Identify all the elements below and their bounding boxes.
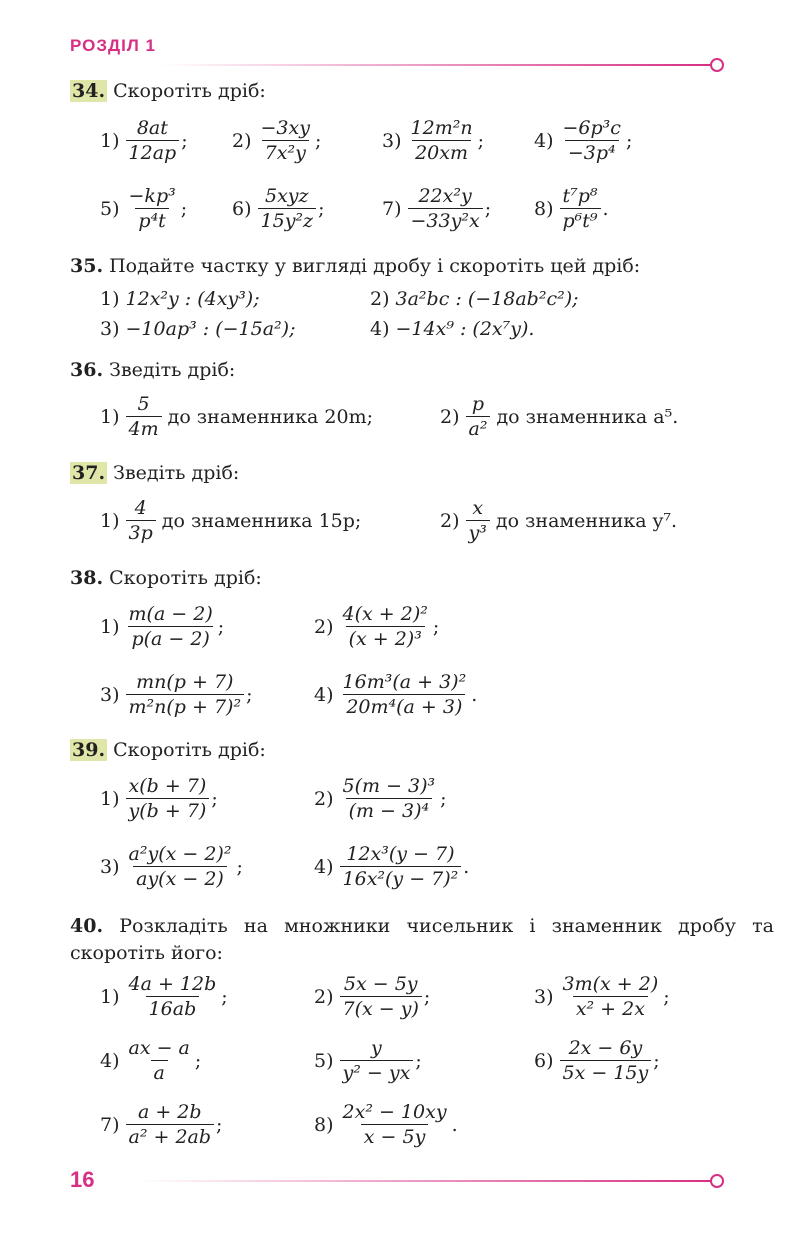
task-38-item-2: 2) $\frac{\text{4(x + 2)²}}{\text{(x + 2)³}}$ ; <box>314 603 440 650</box>
task-39-item-2: 2) $\frac{\text{5(m − 3)³}}{\text{(m − 3)⁴}}$ ; <box>314 775 447 822</box>
task-instruction: Подайте частку у вигляді дробу і скоротіть цей дріб: <box>109 255 641 277</box>
task-37-item-2: 2) $\frac{x}{\text{y³}}$ до знаменника y⁷. <box>440 497 678 544</box>
task-instruction: Зведіть дріб: <box>113 462 240 484</box>
task-instruction: Скоротіть дріб: <box>113 739 266 761</box>
task-number: 37. <box>72 462 106 484</box>
task-instruction: Зведіть дріб: <box>109 359 236 381</box>
task-34-item-3: 3) $\frac{\text{12m²n}}{20xm}$ ; <box>382 117 484 164</box>
task-40-item-2: 2) $\frac{5x - 5y}{7(x - y)}$ ; <box>314 973 431 1020</box>
section-title: РОЗДІЛ 1 <box>70 36 156 55</box>
task-38-item-4: 4) $\frac{\text{16m³(a + 3)²}}{\text{20m⁴(a + 3)}}$ . <box>314 671 478 718</box>
task-number: 40. <box>70 915 104 937</box>
task-39-item-1: 1) $\frac{x(b + 7)}{y(b + 7)}$ ; <box>100 775 218 822</box>
task-36-item-2: 2) $\frac{p}{\text{a²}}$ до знаменника a⁵. <box>440 393 679 440</box>
task-40-item-8: 8) $\frac{\text{2x² − 10xy}}{x - 5y}$ . <box>314 1101 458 1148</box>
task-35-item-2: 2) 3a²bc : (−18ab²c²); <box>370 288 579 310</box>
task-instruction: Скоротіть дріб: <box>109 567 262 589</box>
task-instruction: Скоротіть дріб: <box>113 80 266 102</box>
task-35-item-1: 1) 12x²y : (4xy³); <box>100 288 260 310</box>
task-40-item-5: 5) $\frac{y}{\text{y² − yx}}$ ; <box>314 1037 422 1084</box>
task-34-item-1: 1) $\frac{8at}{12ap}$ ; <box>100 117 188 164</box>
task-34-item-2: 2) $\frac{-3xy}{\text{7x²y}}$ ; <box>232 117 322 164</box>
task-40-item-6: 6) $\frac{2x - 6y}{5x - 15y}$ ; <box>534 1037 660 1084</box>
task-38-item-3: 3) $\frac{mn(p + 7)}{\text{m²n(p + 7)²}}$ ; <box>100 671 253 718</box>
task-34 <box>70 78 266 105</box>
task-38 <box>70 565 262 592</box>
task-40-item-4: 4) $\frac{ax - a}{a}$ ; <box>100 1037 202 1084</box>
task-number: 34. <box>72 80 106 102</box>
task-39-item-4: 4) $\frac{\text{12x³(y − 7)}}{\text{16x²(y − 7)²}}$ . <box>314 843 470 890</box>
task-37 <box>70 460 239 487</box>
task-number: 35. <box>70 255 104 277</box>
task-35 <box>70 253 640 280</box>
task-40-item-3: 3) $\frac{3m(x + 2)}{\text{x² + 2x}}$ ; <box>534 973 670 1020</box>
task-40 <box>70 913 774 967</box>
task-37-item-1: 1) $\frac{4}{3p}$ до знаменника 15p; <box>100 497 362 544</box>
task-number: 36. <box>70 359 104 381</box>
page-number: 16 <box>70 1167 95 1192</box>
task-39 <box>70 737 266 764</box>
task-instruction: Розкладіть на множники чисельник і знаменник дробу та скоротіть його: <box>70 915 774 964</box>
task-35-item-3: 3) −10ap³ : (−15a²); <box>100 318 296 340</box>
task-34-item-4: 4) $\frac{\text{−6p³c}}{\text{−3p⁴}}$ ; <box>534 117 633 164</box>
task-40-item-1: 1) $\frac{4a + 12b}{16ab}$ ; <box>100 973 228 1020</box>
task-34-item-6: 6) $\frac{\text{5xyz}}{\text{15y²z}}$ ; <box>232 185 325 232</box>
footer-rule <box>140 1180 712 1182</box>
task-40-item-7: 7) $\frac{a + 2b}{\text{a² + 2ab}}$ ; <box>100 1101 223 1148</box>
footer-rule-dot <box>710 1174 724 1188</box>
task-38-item-1: 1) $\frac{m(a - 2)}{p(a - 2)}$ ; <box>100 603 225 650</box>
task-36 <box>70 357 235 384</box>
task-34-item-7: 7) $\frac{\text{22x²y}}{\text{−33y²x}}$ ; <box>382 185 492 232</box>
task-34-item-5: 5) $\frac{\text{−kp³}}{\text{p⁴t}}$ ; <box>100 185 188 232</box>
task-number: 38. <box>70 567 104 589</box>
task-35-item-4: 4) −14x⁹ : (2x⁷y). <box>370 318 535 340</box>
task-39-item-3: 3) $\frac{\text{a²y(x − 2)²}}{ay(x - 2)}$ ; <box>100 843 243 890</box>
task-number: 39. <box>72 739 106 761</box>
header-rule <box>160 64 712 66</box>
task-34-item-8: 8) $\frac{\text{t⁷p⁸}}{\text{p⁶t⁹}}$ . <box>534 185 609 232</box>
header-rule-dot <box>710 58 724 72</box>
task-36-item-1: 1) $\frac{5}{4m}$ до знаменника 20m; <box>100 393 374 440</box>
